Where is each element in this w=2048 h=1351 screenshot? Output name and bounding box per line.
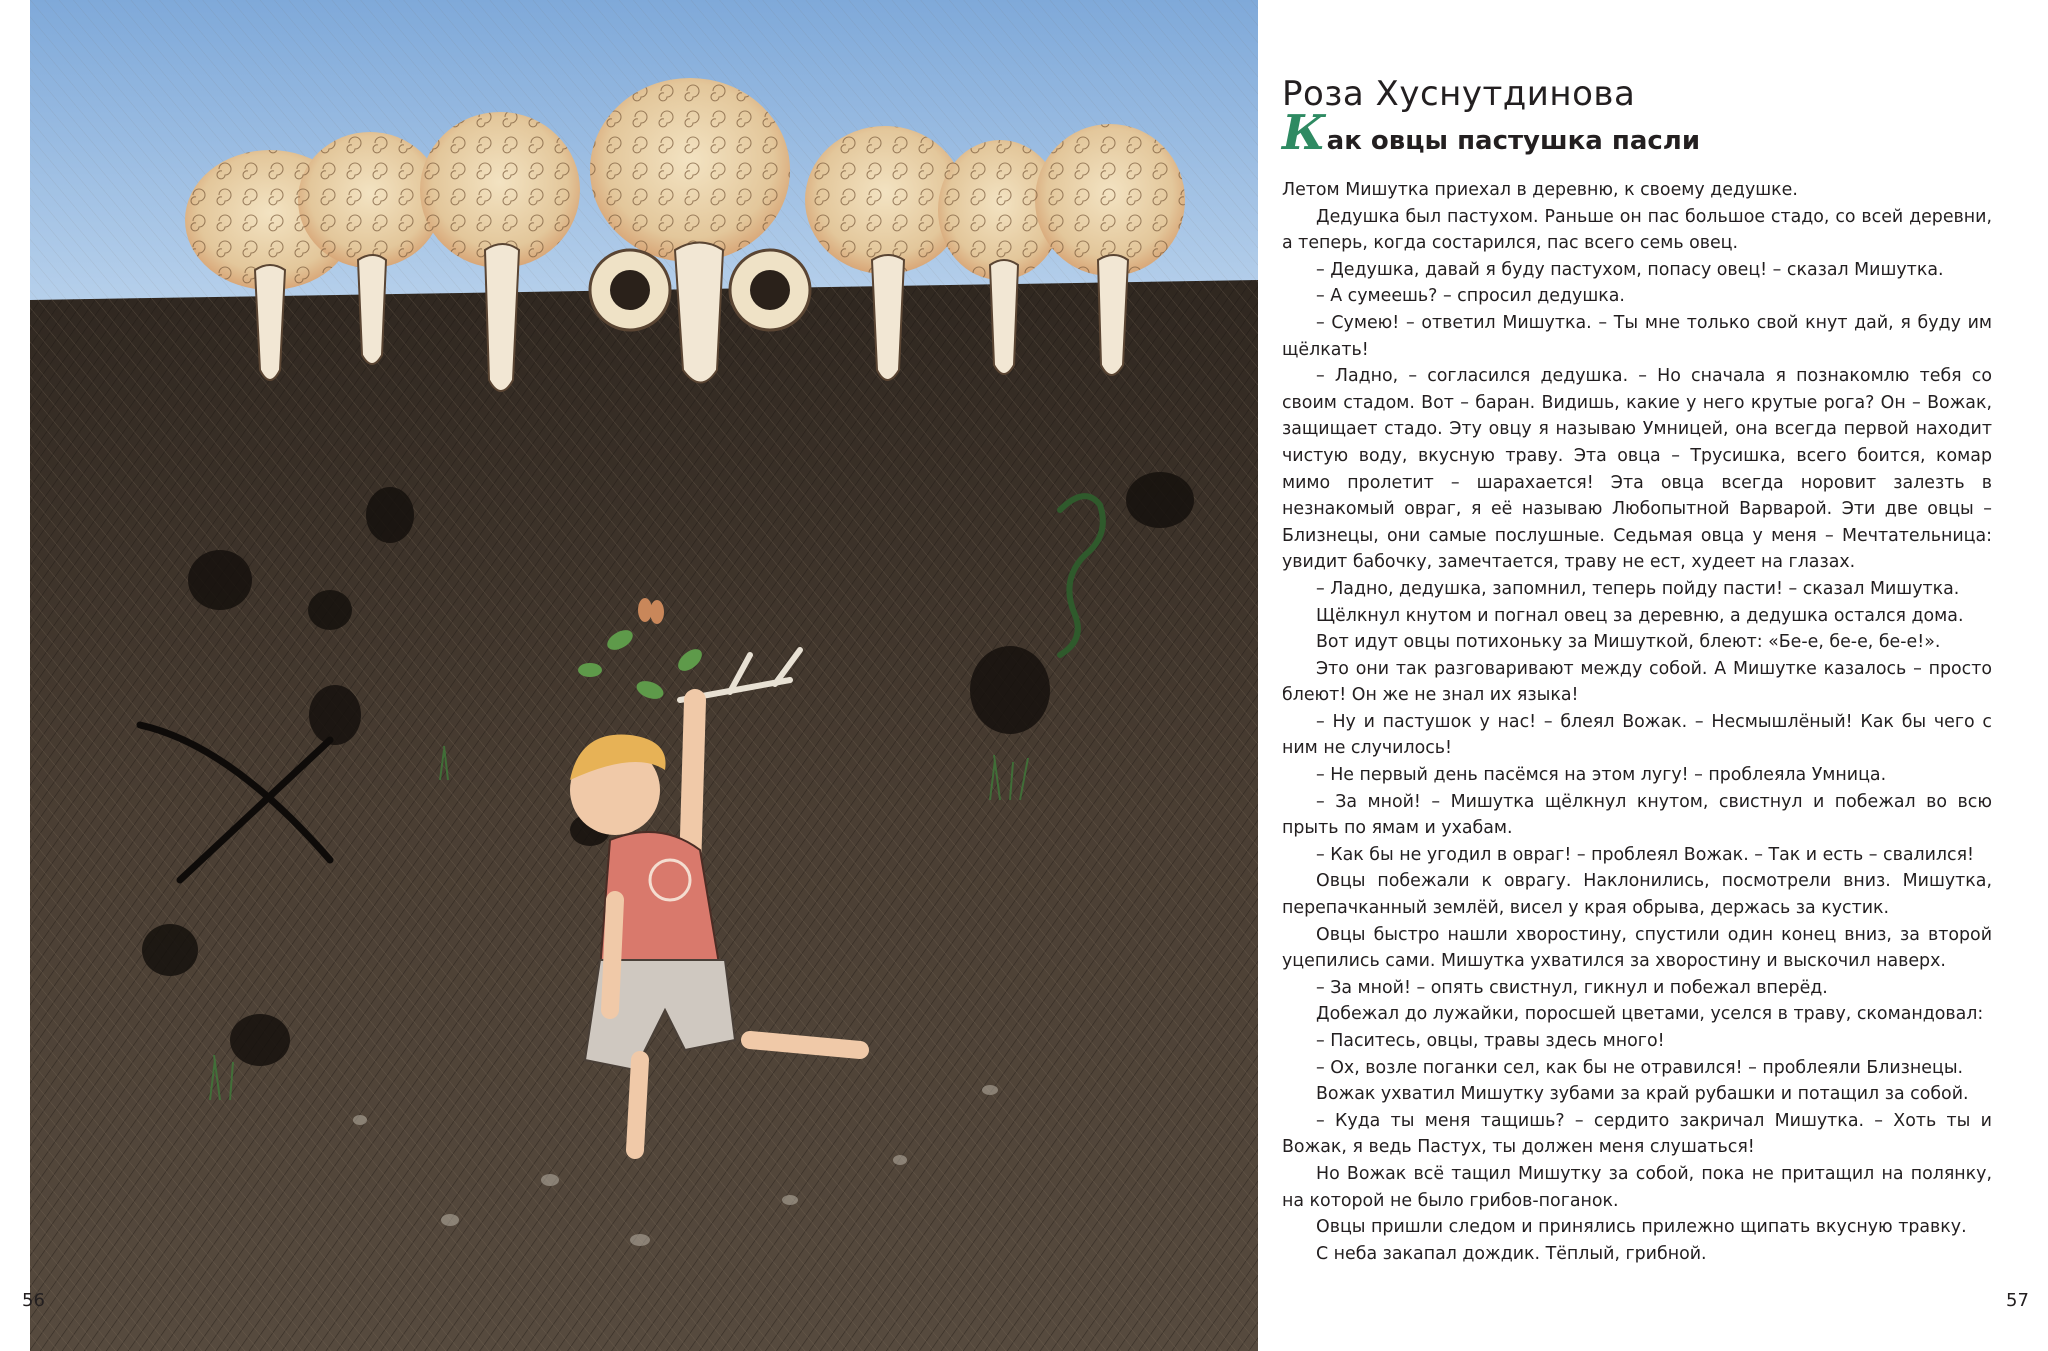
paragraph: Добежал до лужайки, поросшей цветами, уселся в траву, скомандовал: <box>1316 1004 1984 1025</box>
paragraph: Овцы быстро нашли хворостину, спустили один конец вниз, за второй уцепились сами. Мишутка ухватился за хворостину и выскочил наверх. <box>1282 924 1992 972</box>
paragraph: Дедушка был пастухом. Раньше он пас большое стадо, со всей деревни, а теперь, когда состарился, пас всего семь овец. <box>1282 206 1992 254</box>
page-number-left: 56 <box>22 1290 45 1311</box>
page-number-right: 57 <box>2006 1290 2029 1311</box>
paragraph: С неба закапал дождик. Тёплый, грибной. <box>1316 1243 1707 1264</box>
paragraph: – Паситесь, овцы, травы здесь много! <box>1316 1031 1665 1051</box>
illustration-canvas <box>30 0 1258 1351</box>
paragraph: Овцы пришли следом и принялись прилежно щипать вкусную травку. <box>1316 1217 1967 1238</box>
paragraph: Летом Мишутка приехал в деревню, к своему дедушке. <box>1282 180 1798 200</box>
paragraph: – Куда ты меня тащишь? – сердито закричал Мишутка. – Хоть ты и Вожак, я ведь Пастух, ты должен меня слушаться! <box>1282 1110 1992 1158</box>
paragraph: Это они так разговаривают между собой. А Мишутке казалось – просто блеют! Он же не знал их языка! <box>1282 658 1992 706</box>
story-title <box>1282 105 1992 163</box>
author-name: Роза Хуснутдинова <box>1282 74 1636 114</box>
paragraph: – А сумеешь? – спросил дедушка. <box>1316 286 1625 307</box>
paragraph: – Не первый день пасёмся на этом лугу! – проблеяла Умница. <box>1316 765 1887 786</box>
paragraph: Но Вожак всё тащил Мишутку за собой, пока не притащил на полянку, на которой не было грибов-поганок. <box>1282 1163 1992 1211</box>
paragraph: Вожак ухватил Мишутку зубами за край рубашки и потащил за собой. <box>1316 1084 1969 1105</box>
paragraph: – За мной! – Мишутка щёлкнул кнутом, свистнул и побежал во всю прыть по ямам и ухабам. <box>1282 791 1992 839</box>
illustration <box>30 0 1258 1351</box>
paragraph: – За мной! – опять свистнул, гикнул и побежал вперёд. <box>1316 977 1828 998</box>
title-rest: ак овцы пастушка пасли <box>1326 126 1701 156</box>
paragraph: – Как бы не угодил в овраг! – проблеял Вожак. – Так и есть – свалился! <box>1316 844 1974 865</box>
paragraph: – Дедушка, давай я буду пастухом, попасу овец! – сказал Мишутка. <box>1316 259 1944 280</box>
paragraph: – Ладно, дедушка, запомнил, теперь пойду пасти! – сказал Мишутка. <box>1316 578 1960 599</box>
paragraph: Щёлкнул кнутом и погнал овец за деревню, а дедушка остался дома. <box>1316 605 1964 626</box>
paragraph: – Ох, возле поганки сел, как бы не отравился! – проблеяли Близнецы. <box>1316 1057 1964 1078</box>
story-body <box>1282 177 1992 1267</box>
title-initial: К <box>1282 105 1326 161</box>
paragraph: – Сумею! – ответил Мишутка. – Ты мне только свой кнут дай, я буду им щёлкать! <box>1282 312 1992 360</box>
story-text-column <box>1282 72 1992 1267</box>
paragraph: Вот идут овцы потихоньку за Мишуткой, блеют: «Бе-е, бе-е, бе-е!». <box>1316 632 1941 653</box>
paragraph: Овцы побежали к оврагу. Наклонились, посмотрели вниз. Мишутка, перепачканный землёй, висел у края обрыва, держась за кустик. <box>1282 871 1992 919</box>
paragraph: – Ну и пастушок у нас! – блеял Вожак. – Несмышлёный! Как бы чего с ним не случилось! <box>1282 711 1992 759</box>
paragraph: – Ладно, – согласился дедушка. – Но сначала я познакомлю тебя со своим стадом. Вот – баран. Видишь, какие у него крутые рога? Он – Вожак, защищает стадо. Эту овцу я называю Умницей, она всегда первой находит чистую воду, вкусную траву. Эта овца – Трусишка, всего боится, комар мимо пролетит – шарахается! Эта овца всегда норовит залезть в незнакомый овраг, я её называю Любопытной Варварой. Эти две овцы – Близнецы, они самые послушные. Седьмая овца у меня – Мечтательница: увидит бабочку, замечтается, траву не ест, худеет на глазах. <box>1282 366 1992 573</box>
